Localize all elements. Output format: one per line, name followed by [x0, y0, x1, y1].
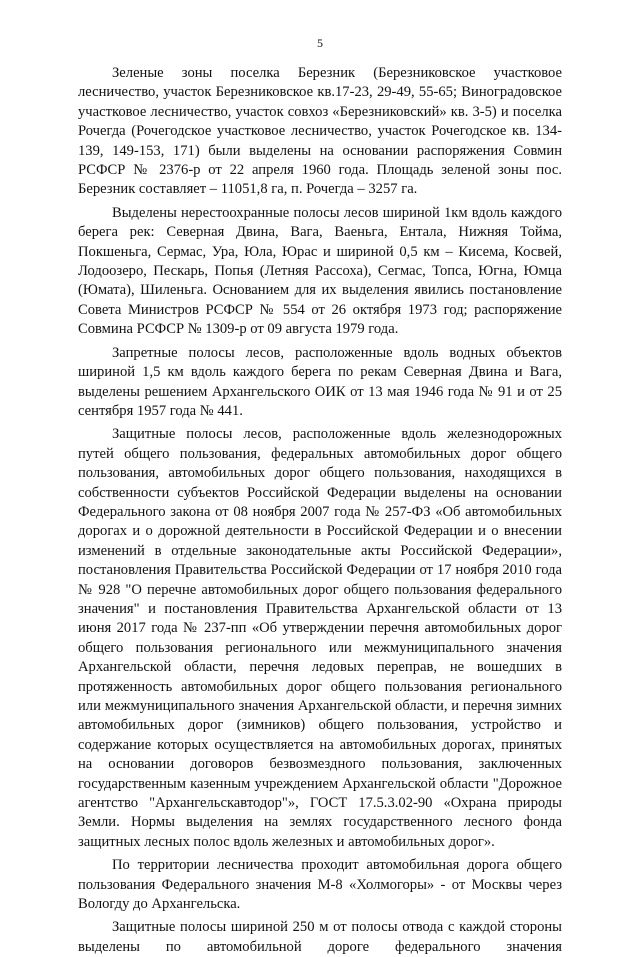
page-number: 5	[317, 36, 323, 50]
paragraph-protective-strips-roads-railways: Защитные полосы лесов, расположенные вдоль железнодорожных путей общего пользования, федеральных автомобильных дорог общего пользования, автомобильных дорог общего пользования, находящихся в собственности субъектов Российской Федерации выделены на основании Федерального закона от 08 ноября 2007 года № 257-ФЗ «Об автомобильных дорогах и о дорожной деятельности в Российской Федерации и о внесении изменений в отдельные законодательные акты Российской Федерации», постановления Правительства Российской Федерации от 17 ноября 2010 года № 928 "О перечне автомобильных дорог общего пользования федерального значения" и постановления Правительства Архангельской области от 13 июня 2017 года № 237-пп «Об утверждении перечня автомобильных дорог общего пользования регионального или межмуниципального значения Архангельской области, перечня ледовых переправ, не вошедших в протяженность автомобильных дорог общего пользования регионального или межмуниципального значения Архангельской области, и перечня зимних автомобильных дорог (зимников) общего пользования, устройство и содержание которых осуществляется на автомобильных дорогах, принятых на основании договоров безвозмездного пользования, заключенных государственным казенным учреждением Архангельской области "Дорожное агентство "Архангельскавтодор"», ГОСТ 17.5.3.02-90 «Охрана природы Земли. Нормы выделения на землях государственного лесного фонда защитных лесных полос вдоль железных и автомобильных дорог».	[78, 426, 562, 850]
paragraph-federal-highway-m8: По территории лесничества проходит автомобильная дорога общего пользования Федерального значения М-8 «Холмогоры» - от Москвы через Вологду до Архангельска.	[78, 857, 562, 913]
paragraph-spawning-protection-strips: Выделены нерестоохранные полосы лесов шириной 1км вдоль каждого берега рек: Северная Двина, Вага, Ваеньга, Ентала, Нижняя Тойма, Покшеньга, Сермас, Ура, Юла, Юрас и шириной 0,5 км – Кисема, Косвей, Лодоозеро, Пескарь, Попья (Летняя Рассоха), Сегмас, Топса, Югна, Юмца (Юмата), Шиленьга. Основанием для их выделения явились постановление Совета Министров РСФСР № 554 от 26 октября 1973 год; распоряжение Совмина РСФСР № 1309-р от 09 августа 1979 года.	[78, 204, 562, 338]
paragraph-restricted-strips: Запретные полосы лесов, расположенные вдоль водных объектов шириной 1,5 км вдоль каждого берега по рекам Северная Двина и Вага, выделены решением Архангельского ОИК от 13 мая 1946 года № 91 и от 25 сентября 1957 года № 441.	[78, 344, 562, 419]
paragraph-protective-strips-250m: Защитные полосы шириной 250 м от полосы отвода с каждой стороны выделены по автомобильной дороге федерального значения	[78, 919, 562, 955]
paragraph-green-zones: Зеленые зоны поселка Березник (Березниковское участковое лесничество, участок Березниковское кв.17-23, 29-49, 55-65; Виноградовское участковое лесничество, участок совхоз «Березниковский» кв. 3-5) и поселка Рочегда (Рочегодское участковое лесничество, участок Рочегодское кв. 134-139, 149-153, 171) были выделены на основании распоряжения Совмин РСФСР № 2376-р от 22 апреля 1960 года. Площадь зеленой зоны пос. Березник составляет – 11051,8 га, п. Рочегда – 3257 га.	[78, 65, 562, 198]
